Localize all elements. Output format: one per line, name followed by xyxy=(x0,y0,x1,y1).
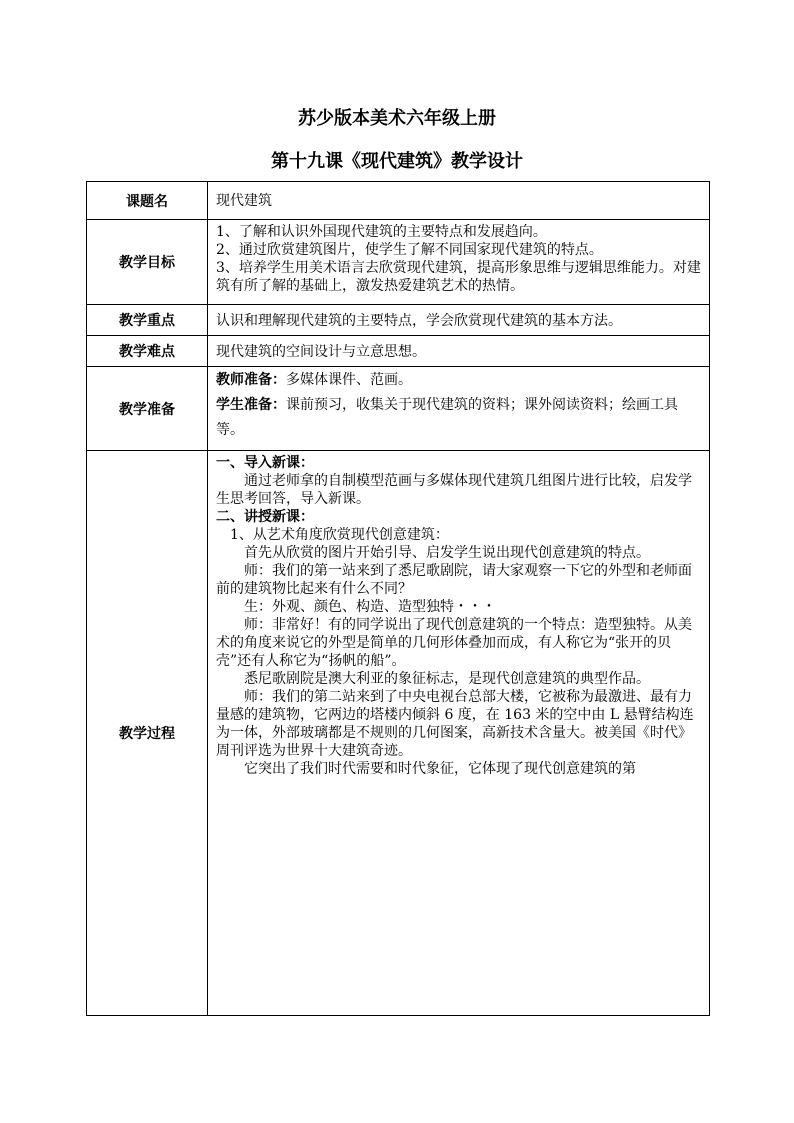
teacher-prep-label: 教师准备： xyxy=(216,372,286,388)
paragraph: 通过老师拿的自制模型范画与多媒体现代建筑几组图片进行比较，启发学生思考回答，导入新课。 xyxy=(216,473,692,507)
section-heading: 二、讲授新课： xyxy=(216,509,314,525)
key-content: 认识和理解现代建筑的主要特点，学会欣赏现代建筑的基本方法。 xyxy=(208,305,710,336)
prep-content xyxy=(208,367,710,451)
paragraph: 师：非常好！有的同学说出了现代创意建筑的一个特点：造型独特。从美术的角度来说它的外型是简单的几何形体叠加而成，有人称它为“张开的贝壳”还有人称它为“扬帆的船”。 xyxy=(216,617,692,669)
row-difficulty xyxy=(87,336,710,367)
goals-content xyxy=(208,220,710,305)
student-prep-text: 课前预习，收集关于现代建筑的资料；课外阅读资料；绘画工具等。 xyxy=(216,397,678,438)
teacher-prep-text: 多媒体课件、范画。 xyxy=(286,372,412,388)
paragraph: 悉尼歌剧院是澳大利亚的象征标志，是现代创意建筑的典型作品。 xyxy=(244,671,650,687)
difficulty-label: 教学难点 xyxy=(87,336,208,367)
topic-content: 现代建筑 xyxy=(208,182,710,220)
key-label: 教学重点 xyxy=(87,305,208,336)
row-preparation xyxy=(87,367,710,451)
row-topic xyxy=(87,182,710,220)
row-key-points xyxy=(87,305,710,336)
topic-label: 课题名 xyxy=(87,182,208,220)
subsection-heading: 1、从艺术角度欣赏现代创意建筑： xyxy=(230,527,449,543)
paragraph: 首先从欣赏的图片开始引导、启发学生说出现代创意建筑的特点。 xyxy=(244,545,650,561)
document-title: 苏少版本美术六年级上册 xyxy=(298,108,496,129)
lesson-plan-table xyxy=(86,181,710,1016)
goals-label: 教学目标 xyxy=(87,220,208,305)
paragraph: 它突出了我们时代需要和时代象征，它体现了现代创意建筑的第 xyxy=(244,761,636,777)
student-prep xyxy=(216,393,703,443)
section-heading: 一、导入新课： xyxy=(216,455,314,471)
paragraph: 师：我们的第二站来到了中央电视台总部大楼，它被称为最激进、最有力量感的建筑物，它两边的塔楼内倾斜 6 度，在 163 米的空中由 L 悬臂结构连为一体，外部玻璃都是不规则的几何图案，高新技术含量大。被美国《时代》周刊评选为世界十大建筑奇迹。 xyxy=(216,689,694,759)
process-label: 教学过程 xyxy=(87,451,208,1016)
row-process xyxy=(87,451,710,1016)
lesson-title: 第十九课《现代建筑》教学设计 xyxy=(271,151,523,172)
goal-item: 1、了解和认识外国现代建筑的主要特点和发展趋向。 xyxy=(216,224,547,240)
process-content xyxy=(208,451,710,1016)
row-goals xyxy=(87,220,710,305)
teacher-prep xyxy=(216,368,703,393)
prep-label: 教学准备 xyxy=(87,367,208,451)
paragraph: 师：我们的第一站来到了悉尼歌剧院，请大家观察一下它的外型和老师面前的建筑物比起来有什么不同？ xyxy=(216,563,692,597)
goal-item: 3、培养学生用美术语言去欣赏现代建筑，提高形象思维与逻辑思维能力。对建筑有所了解的基础上，激发热爱建筑艺术的热情。 xyxy=(216,260,701,294)
difficulty-content: 现代建筑的空间设计与立意思想。 xyxy=(208,336,710,367)
paragraph: 生：外观、颜色、构造、造型独特・・・ xyxy=(244,599,496,615)
goal-item: 2、通过欣赏建筑图片，使学生了解不同国家现代建筑的特点。 xyxy=(216,242,603,258)
student-prep-label: 学生准备： xyxy=(216,397,286,413)
